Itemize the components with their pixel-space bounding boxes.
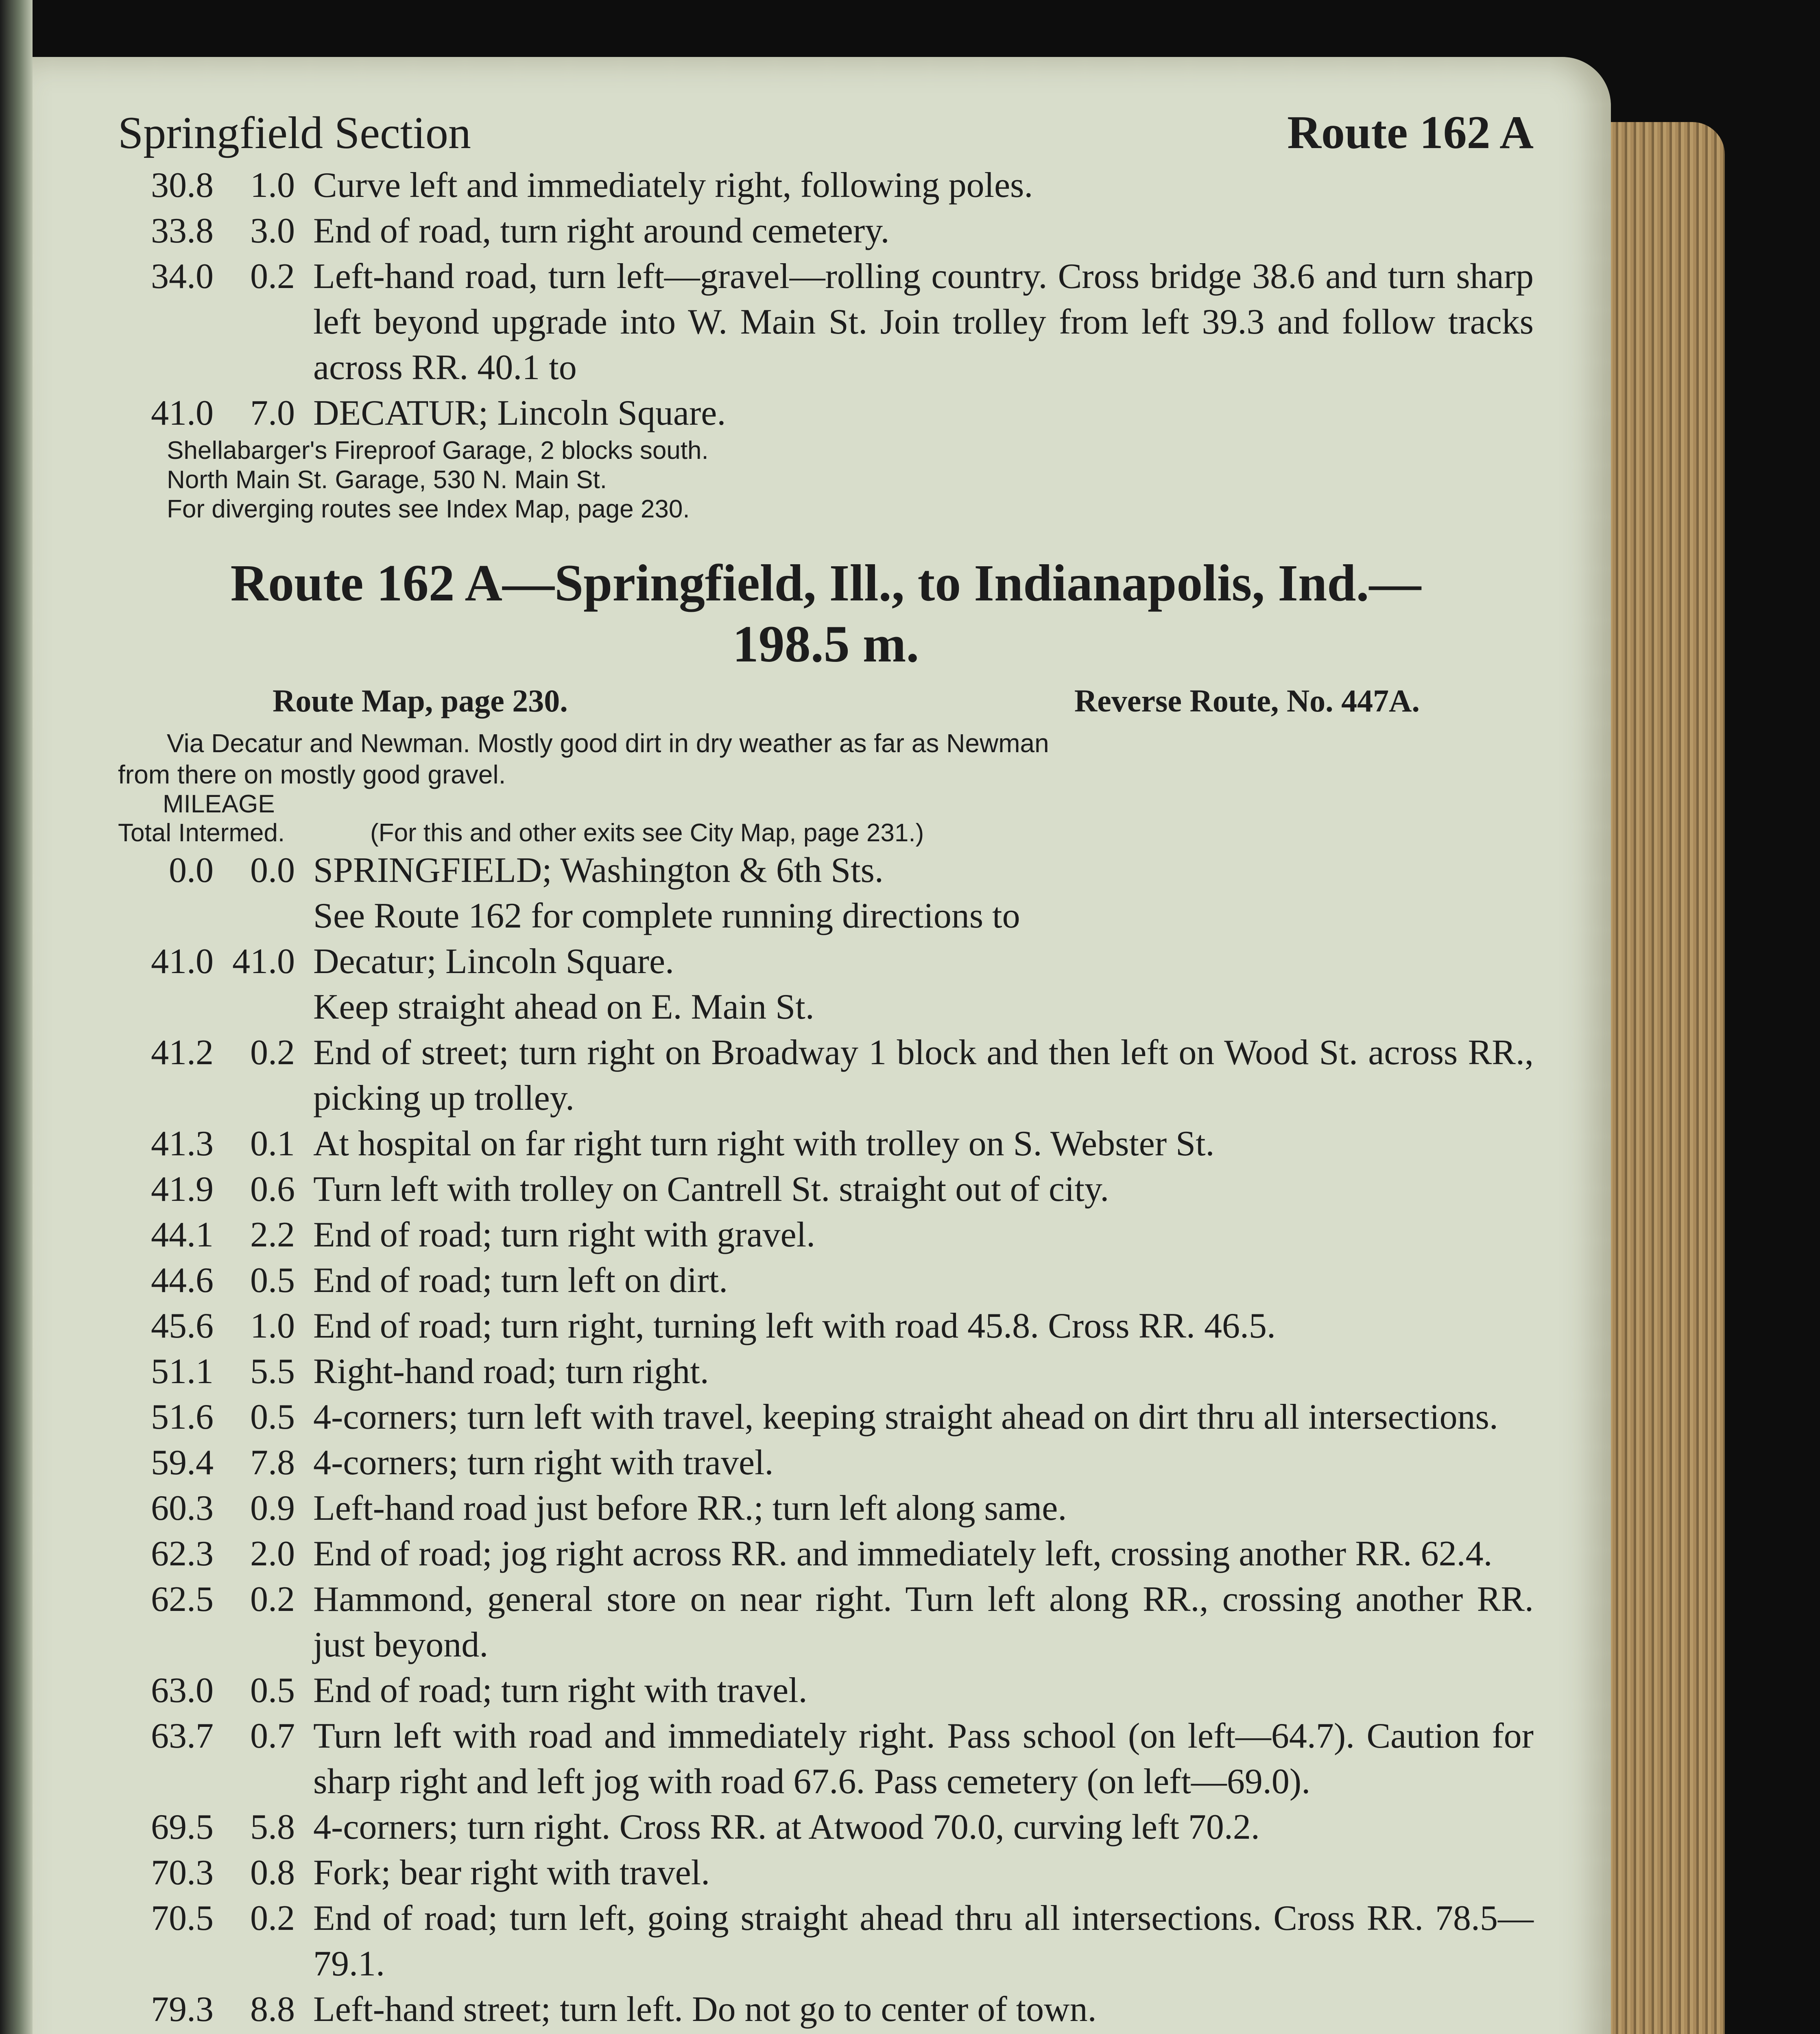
intermediate-mileage (214, 984, 313, 1030)
route-title-distance: 198.5 m. (732, 615, 919, 673)
route-row (118, 1713, 1534, 1805)
total-mileage: 51.6 (151, 1397, 214, 1437)
total-mileage: 44.1 (151, 1215, 214, 1255)
route-heading: Route 162 A (1287, 107, 1534, 159)
total-mileage: 60.3 (151, 1488, 214, 1528)
direction-text: At hospital on far right turn right with trolley on S. Webster St. (313, 1124, 1215, 1163)
route-row (118, 848, 1534, 893)
garage-note: For diverging routes see Index Map, page 230. (167, 495, 690, 523)
route-title (118, 552, 1534, 674)
direction-text: Left-hand road, turn left—gravel—rolling country. Cross bridge 38.6 and turn sharp left beyond upgrade into W. Main St. Join trolley from left 39.3 and follow tracks across RR. 40.1 to (313, 257, 1534, 387)
route-row (118, 984, 1534, 1030)
direction-text: End of road; turn right with travel. (313, 1671, 807, 1710)
direction-text: Turn left with road and immediately right. Pass school (on left—64.7). Caution for sharp right and left jog with road 67.6. Pass cemetery (on left—69.0). (313, 1716, 1534, 1801)
route-row (118, 1440, 1534, 1486)
intermediate-mileage: 1.0 (250, 166, 295, 205)
direction-text: End of road; turn right, turning left with road 45.8. Cross RR. 46.5. (313, 1306, 1276, 1346)
route-row (118, 1121, 1534, 1167)
route-row (118, 391, 1534, 436)
direction-text: Turn left with trolley on Cantrell St. straight out of city. (313, 1170, 1109, 1209)
intermediate-mileage: 0.6 (250, 1170, 295, 1209)
direction-text: Decatur; Lincoln Square. (313, 942, 674, 981)
direction-text: Right-hand road; turn right. (313, 1352, 709, 1391)
section-title: Springfield Section (118, 108, 471, 158)
intermediate-mileage: 0.2 (250, 1033, 295, 1072)
intermediate-mileage (214, 2032, 313, 2034)
direction-text: 4-corners; turn right. Cross RR. at Atwood 70.0, curving left 70.2. (313, 1807, 1260, 1847)
route-row (118, 1486, 1534, 1531)
direction-text: End of road; turn left, going straight ahead thru all intersections. Cross RR. 78.5—79.1. (313, 1899, 1534, 1984)
page-content (118, 106, 1534, 2034)
total-mileage: 41.2 (151, 1033, 214, 1072)
total-mileage: 69.5 (151, 1807, 214, 1847)
via-note-cont: from there on mostly good gravel. (118, 760, 506, 789)
route-row (118, 1668, 1534, 1713)
direction-text: Fork; bear right with travel. (313, 1853, 710, 1892)
direction-text: End of road; turn left on dirt. (313, 1261, 728, 1300)
garage-note: North Main St. Garage, 530 N. Main St. (167, 466, 607, 494)
total-mileage: 70.3 (151, 1853, 214, 1892)
intermediate-mileage: 7.8 (250, 1443, 295, 1482)
route-row (118, 1805, 1534, 1850)
route-row (118, 2032, 1534, 2034)
reverse-route-ref: Reverse Route, No. 447A. (1074, 683, 1420, 718)
intermediate-mileage: 0.2 (250, 1580, 295, 1619)
direction-text: End of street; turn right on Broadway 1 block and then left on Wood St. across RR., picking up trolley. (313, 1033, 1534, 1118)
total-mileage: 70.5 (151, 1899, 214, 1938)
intermediate-mileage: 2.2 (250, 1215, 295, 1255)
direction-text: DECATUR; Lincoln Square. (313, 393, 726, 433)
direction-text: End of road; turn right with gravel. (313, 1215, 816, 1255)
total-mileage: 41.9 (151, 1170, 214, 1209)
page-header (118, 106, 1534, 163)
intermediate-mileage: 0.8 (250, 1853, 295, 1892)
route-row (118, 1258, 1534, 1303)
route-row (118, 1987, 1534, 2032)
route-row (118, 1531, 1534, 1577)
total-mileage: 44.6 (151, 1261, 214, 1300)
direction-text: Left-hand street; turn left. Do not go to center of town. (313, 1990, 1097, 2029)
total-mileage: 41.3 (151, 1124, 214, 1163)
book-spine-edge (0, 0, 33, 2034)
intermediate-mileage: 3.0 (250, 211, 295, 251)
intermediate-mileage: 0.2 (250, 1899, 295, 1938)
intermediate-mileage: 41.0 (232, 942, 295, 981)
mileage-subheader (118, 818, 1534, 848)
intermediate-mileage: 0.5 (250, 1397, 295, 1437)
total-mileage: 34.0 (151, 257, 214, 296)
total-mileage: 41.0 (151, 942, 214, 981)
route-row (118, 1395, 1534, 1440)
total-mileage: 62.5 (151, 1580, 214, 1619)
total-mileage: 33.8 (151, 211, 214, 251)
intermediate-mileage: 0.9 (250, 1488, 295, 1528)
total-mileage (118, 984, 214, 1030)
intermediate-mileage: 0.1 (250, 1124, 295, 1163)
total-mileage (118, 893, 214, 939)
mileage-columns: Total Intermed. (118, 819, 285, 847)
intermediate-mileage: 8.8 (250, 1990, 295, 2029)
total-mileage: 59.4 (151, 1443, 214, 1482)
total-mileage: 62.3 (151, 1534, 214, 1574)
direction-text: See Route 162 for complete running directions to (313, 896, 1020, 936)
route-row (118, 893, 1534, 939)
intermediate-mileage: 5.8 (250, 1807, 295, 1847)
via-note: Via Decatur and Newman. Mostly good dirt in dry weather as far as Newman (167, 729, 1049, 758)
garage-notes (118, 436, 1534, 524)
intermediate-mileage: 0.2 (250, 257, 295, 296)
page-stack-edges (1595, 122, 1725, 2034)
direction-text: SPRINGFIELD; Washington & 6th Sts. (313, 851, 884, 890)
book-page (33, 57, 1611, 2034)
intermediate-mileage: 7.0 (250, 393, 295, 433)
total-mileage: 45.6 (151, 1306, 214, 1346)
total-mileage: 30.8 (151, 166, 214, 205)
intermediate-mileage: 2.0 (250, 1534, 295, 1574)
mileage-label: MILEAGE (163, 790, 275, 818)
route-row (118, 1030, 1534, 1121)
route-row (118, 1349, 1534, 1395)
route-row (118, 1577, 1534, 1668)
intermediate-mileage: 0.0 (250, 851, 295, 890)
total-mileage: 63.7 (151, 1716, 214, 1756)
city-map-note: (For this and other exits see City Map, page 231.) (370, 819, 924, 847)
direction-text: Keep straight ahead on E. Main St. (313, 987, 814, 1027)
route-row (118, 1850, 1534, 1896)
previous-route-rows (118, 163, 1534, 436)
direction-text (313, 2032, 1534, 2034)
total-mileage: 41.0 (151, 393, 214, 433)
route-references (118, 674, 1534, 719)
intermediate-mileage: 0.7 (250, 1716, 295, 1756)
route-row (118, 1167, 1534, 1212)
intermediate-mileage: 5.5 (250, 1352, 295, 1391)
direction-text: Curve left and immediately right, following poles. (313, 166, 1033, 205)
direction-text: End of road; jog right across RR. and immediately left, crossing another RR. 62.4. (313, 1534, 1493, 1574)
route-row (118, 1303, 1534, 1349)
route-rows (118, 848, 1534, 2034)
intermediate-mileage (214, 893, 313, 939)
total-mileage: 51.1 (151, 1352, 214, 1391)
route-row (118, 1896, 1534, 1987)
direction-text: 4-corners; turn left with travel, keeping straight ahead on dirt thru all intersections. (313, 1397, 1498, 1437)
intermediate-mileage: 0.5 (250, 1671, 295, 1710)
total-mileage: 0.0 (169, 851, 214, 890)
route-row (118, 254, 1534, 391)
route-row (118, 163, 1534, 208)
total-mileage: 79.3 (151, 1990, 214, 2029)
direction-text: 4-corners; turn right with travel. (313, 1443, 774, 1482)
route-row (118, 208, 1534, 254)
intermediate-mileage: 0.5 (250, 1261, 295, 1300)
route-row (118, 1212, 1534, 1258)
route-title-line: Route 162 A—Springfield, Ill., to Indianapolis, Ind.— (230, 554, 1421, 612)
route-map-ref: Route Map, page 230. (273, 683, 568, 718)
direction-text: Left-hand road just before RR.; turn left along same. (313, 1488, 1067, 1528)
garage-note: Shellabarger's Fireproof Garage, 2 blocks south. (167, 436, 709, 465)
total-mileage (118, 2032, 214, 2034)
direction-text: Hammond, general store on near right. Turn left along RR., crossing another RR. just beyond. (313, 1580, 1534, 1665)
intermediate-mileage: 1.0 (250, 1306, 295, 1346)
direction-text: End of road, turn right around cemetery. (313, 211, 890, 251)
route-row (118, 939, 1534, 984)
total-mileage: 63.0 (151, 1671, 214, 1710)
